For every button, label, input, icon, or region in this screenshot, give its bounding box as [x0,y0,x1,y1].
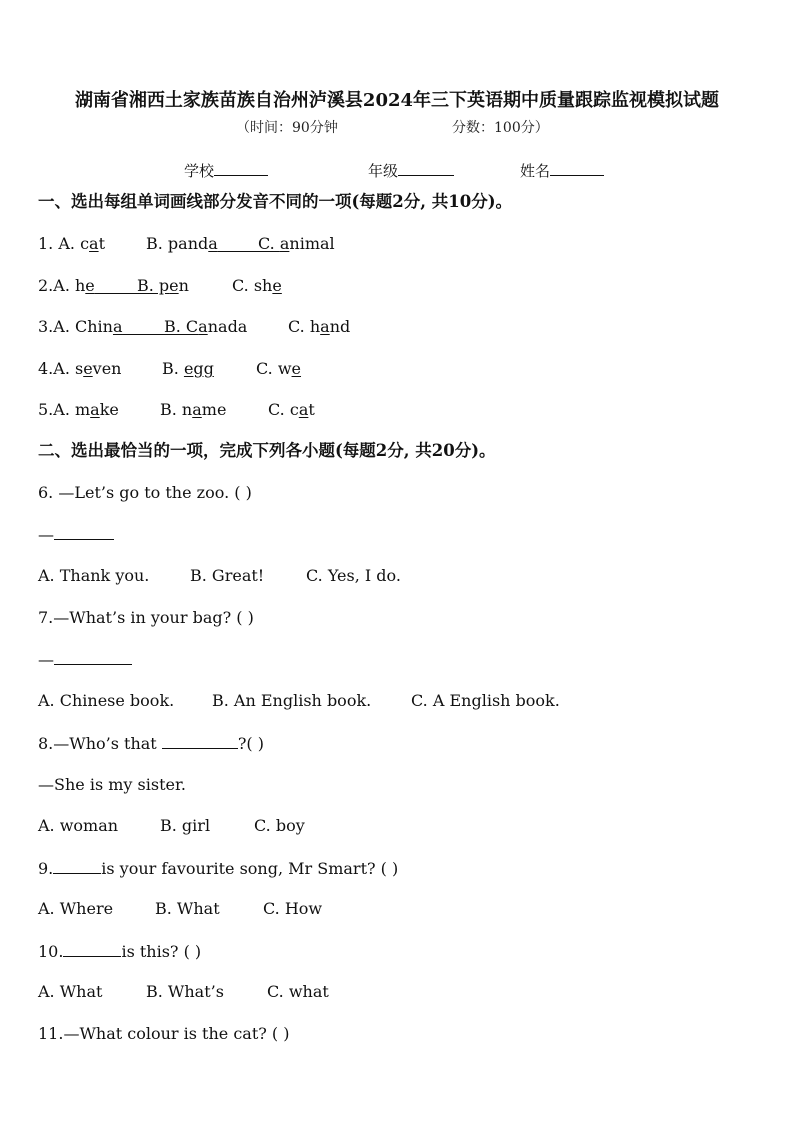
question-8-reply: —She is my sister. [38,775,186,794]
question-10-option-b: B. What’s [146,982,224,1001]
question-10-option-c: C. what [267,982,329,1001]
question-2-option-c: C. she [232,276,282,295]
question-3-option-c: C. hand [288,317,351,336]
question-10-stem: 10. is this? ( ) [38,942,202,961]
question-9-option-a: A. Where [38,899,114,918]
question-1-option-c: C. animal [258,234,335,253]
question-4-option-c: C. we [256,359,302,378]
question-7-stem: 7.—What’s in your bag? ( ) [38,608,254,627]
school-field[interactable] [184,160,268,181]
question-7-option-b: B. An English book. [212,691,372,710]
score-label: 分数：100分） [452,120,549,136]
exam-title: 湖南省湘西土家族苗族自治州泸溪县2024年三下英语期中质量跟踪监视模拟试题 [74,90,720,111]
question-8-option-c: C. boy [254,816,305,835]
question-9-option-b: B. What [155,899,220,918]
question-10-blank[interactable] [63,941,121,957]
question-9-blank[interactable] [53,858,101,874]
question-5: 5.A. make [38,400,119,419]
question-5-option-b: B. name [160,400,227,419]
question-2: 2.A. he [38,276,95,295]
question-4-option-b: B. egg [162,359,214,378]
question-6-stem: 6. —Let’s go to the zoo. ( ) [38,483,252,502]
school-label: 学校 [184,162,215,180]
question-8-blank[interactable] [162,733,238,749]
question-4: 4.A. seven [38,359,122,378]
question-9-stem: 9. is your favourite song, Mr Smart? ( ) [38,859,399,878]
question-10-option-a: A. What [38,982,103,1001]
question-9-option-c: C. How [263,899,323,918]
question-7-option-c: C. A English book. [411,691,560,710]
question-2-option-b: B. pen [137,276,189,295]
section2-heading: 二、选出最恰当的一项，完成下列各小题(每题2分, 共20分)。 [38,441,496,460]
question-6-option-b: B. Great! [190,566,265,585]
grade-field[interactable] [368,160,454,181]
question-6-answer[interactable]: — [38,524,114,545]
name-field[interactable] [520,160,604,181]
question-5-option-c: C. cat [268,400,315,419]
name-label: 姓名 [520,162,551,180]
question-3: 3.A. China [38,317,123,336]
question-1-option-b: B. panda [146,234,218,253]
time-label: （时间：90分钟 [236,120,338,136]
question-6-option-a: A. Thank you. [38,566,150,585]
question-3-option-b: B. Canada [164,317,248,336]
grade-label: 年级 [368,162,399,180]
question-8-stem: 8.—Who’s that ?( ) [38,734,264,753]
question-7-answer[interactable]: — [38,649,132,670]
question-11-stem: 11.—What colour is the cat? ( ) [38,1024,290,1043]
section1-heading: 一、选出每组单词画线部分发音不同的一项(每题2分, 共10分)。 [38,192,513,211]
question-1: 1. A. cat [38,234,106,253]
question-6-option-c: C. Yes, I do. [306,566,401,585]
question-7-option-a: A. Chinese book. [38,691,175,710]
question-8-option-b: B. girl [160,816,211,835]
question-8-option-a: A. woman [38,816,119,835]
